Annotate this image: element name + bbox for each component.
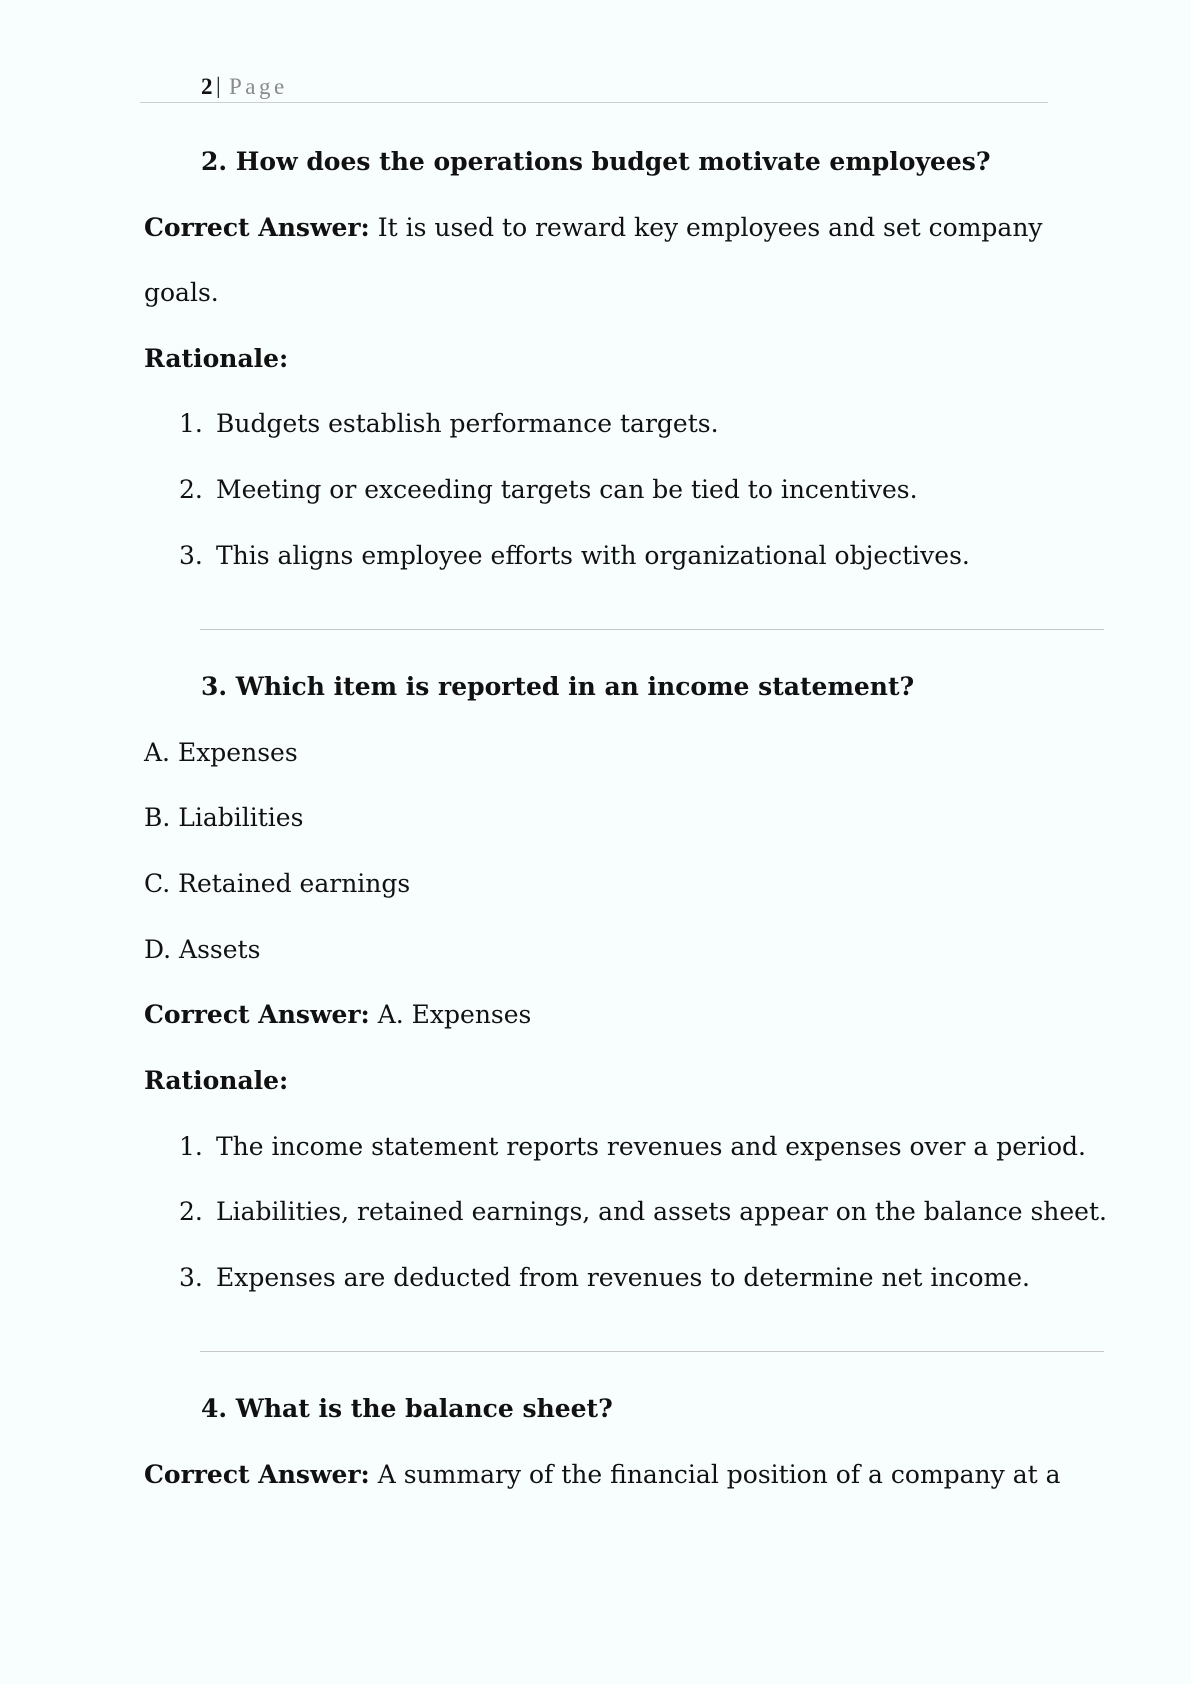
q2-answer-text: It is used to reward key employees and set company — [369, 213, 1043, 242]
list-item: This aligns employee efforts with organizational objectives. — [216, 541, 970, 570]
list-item: Meeting or exceeding targets can be tied to incentives. — [216, 475, 918, 504]
q2-answer-continued: goals. — [144, 278, 219, 307]
list-item: Budgets establish performance targets. — [216, 409, 719, 438]
header-separator: | — [216, 73, 221, 98]
correct-answer-label: Correct Answer: — [144, 1000, 370, 1029]
page-header — [140, 68, 1048, 103]
list-item: Liabilities, retained earnings, and assets appear on the balance sheet. — [216, 1197, 1107, 1226]
list-item-number: 3. — [179, 541, 203, 570]
page-label: Page — [229, 74, 288, 99]
correct-answer-label: Correct Answer: — [144, 1460, 370, 1489]
question-4-heading: 4. What is the balance sheet? — [201, 1394, 613, 1423]
question-2-heading: 2. How does the operations budget motivate employees? — [201, 147, 991, 176]
question-3-heading: 3. Which item is reported in an income statement? — [201, 672, 915, 701]
q3-answer-line — [144, 999, 531, 1031]
q4-answer-text: A summary of the financial position of a company at a — [369, 1460, 1061, 1489]
q3-rationale-label: Rationale: — [144, 1066, 289, 1095]
q3-answer-text: A. Expenses — [369, 1000, 532, 1029]
q2-answer-line — [144, 212, 1043, 244]
list-item-number: 3. — [179, 1263, 203, 1292]
correct-answer-label: Correct Answer: — [144, 213, 370, 242]
option-c: C. Retained earnings — [144, 869, 411, 898]
section-divider — [200, 1351, 1104, 1352]
list-item: Expenses are deducted from revenues to determine net income. — [216, 1263, 1030, 1292]
page-number: 2 — [201, 74, 213, 99]
option-a: A. Expenses — [144, 738, 298, 767]
section-divider — [200, 629, 1104, 630]
list-item-number: 1. — [179, 1132, 203, 1161]
list-item: The income statement reports revenues and expenses over a period. — [216, 1132, 1086, 1161]
option-d: D. Assets — [144, 935, 261, 964]
q2-rationale-label: Rationale: — [144, 344, 289, 373]
list-item-number: 2. — [179, 1197, 203, 1226]
option-b: B. Liabilities — [144, 803, 304, 832]
list-item-number: 1. — [179, 409, 203, 438]
list-item-number: 2. — [179, 475, 203, 504]
q4-answer-line — [144, 1459, 1061, 1491]
